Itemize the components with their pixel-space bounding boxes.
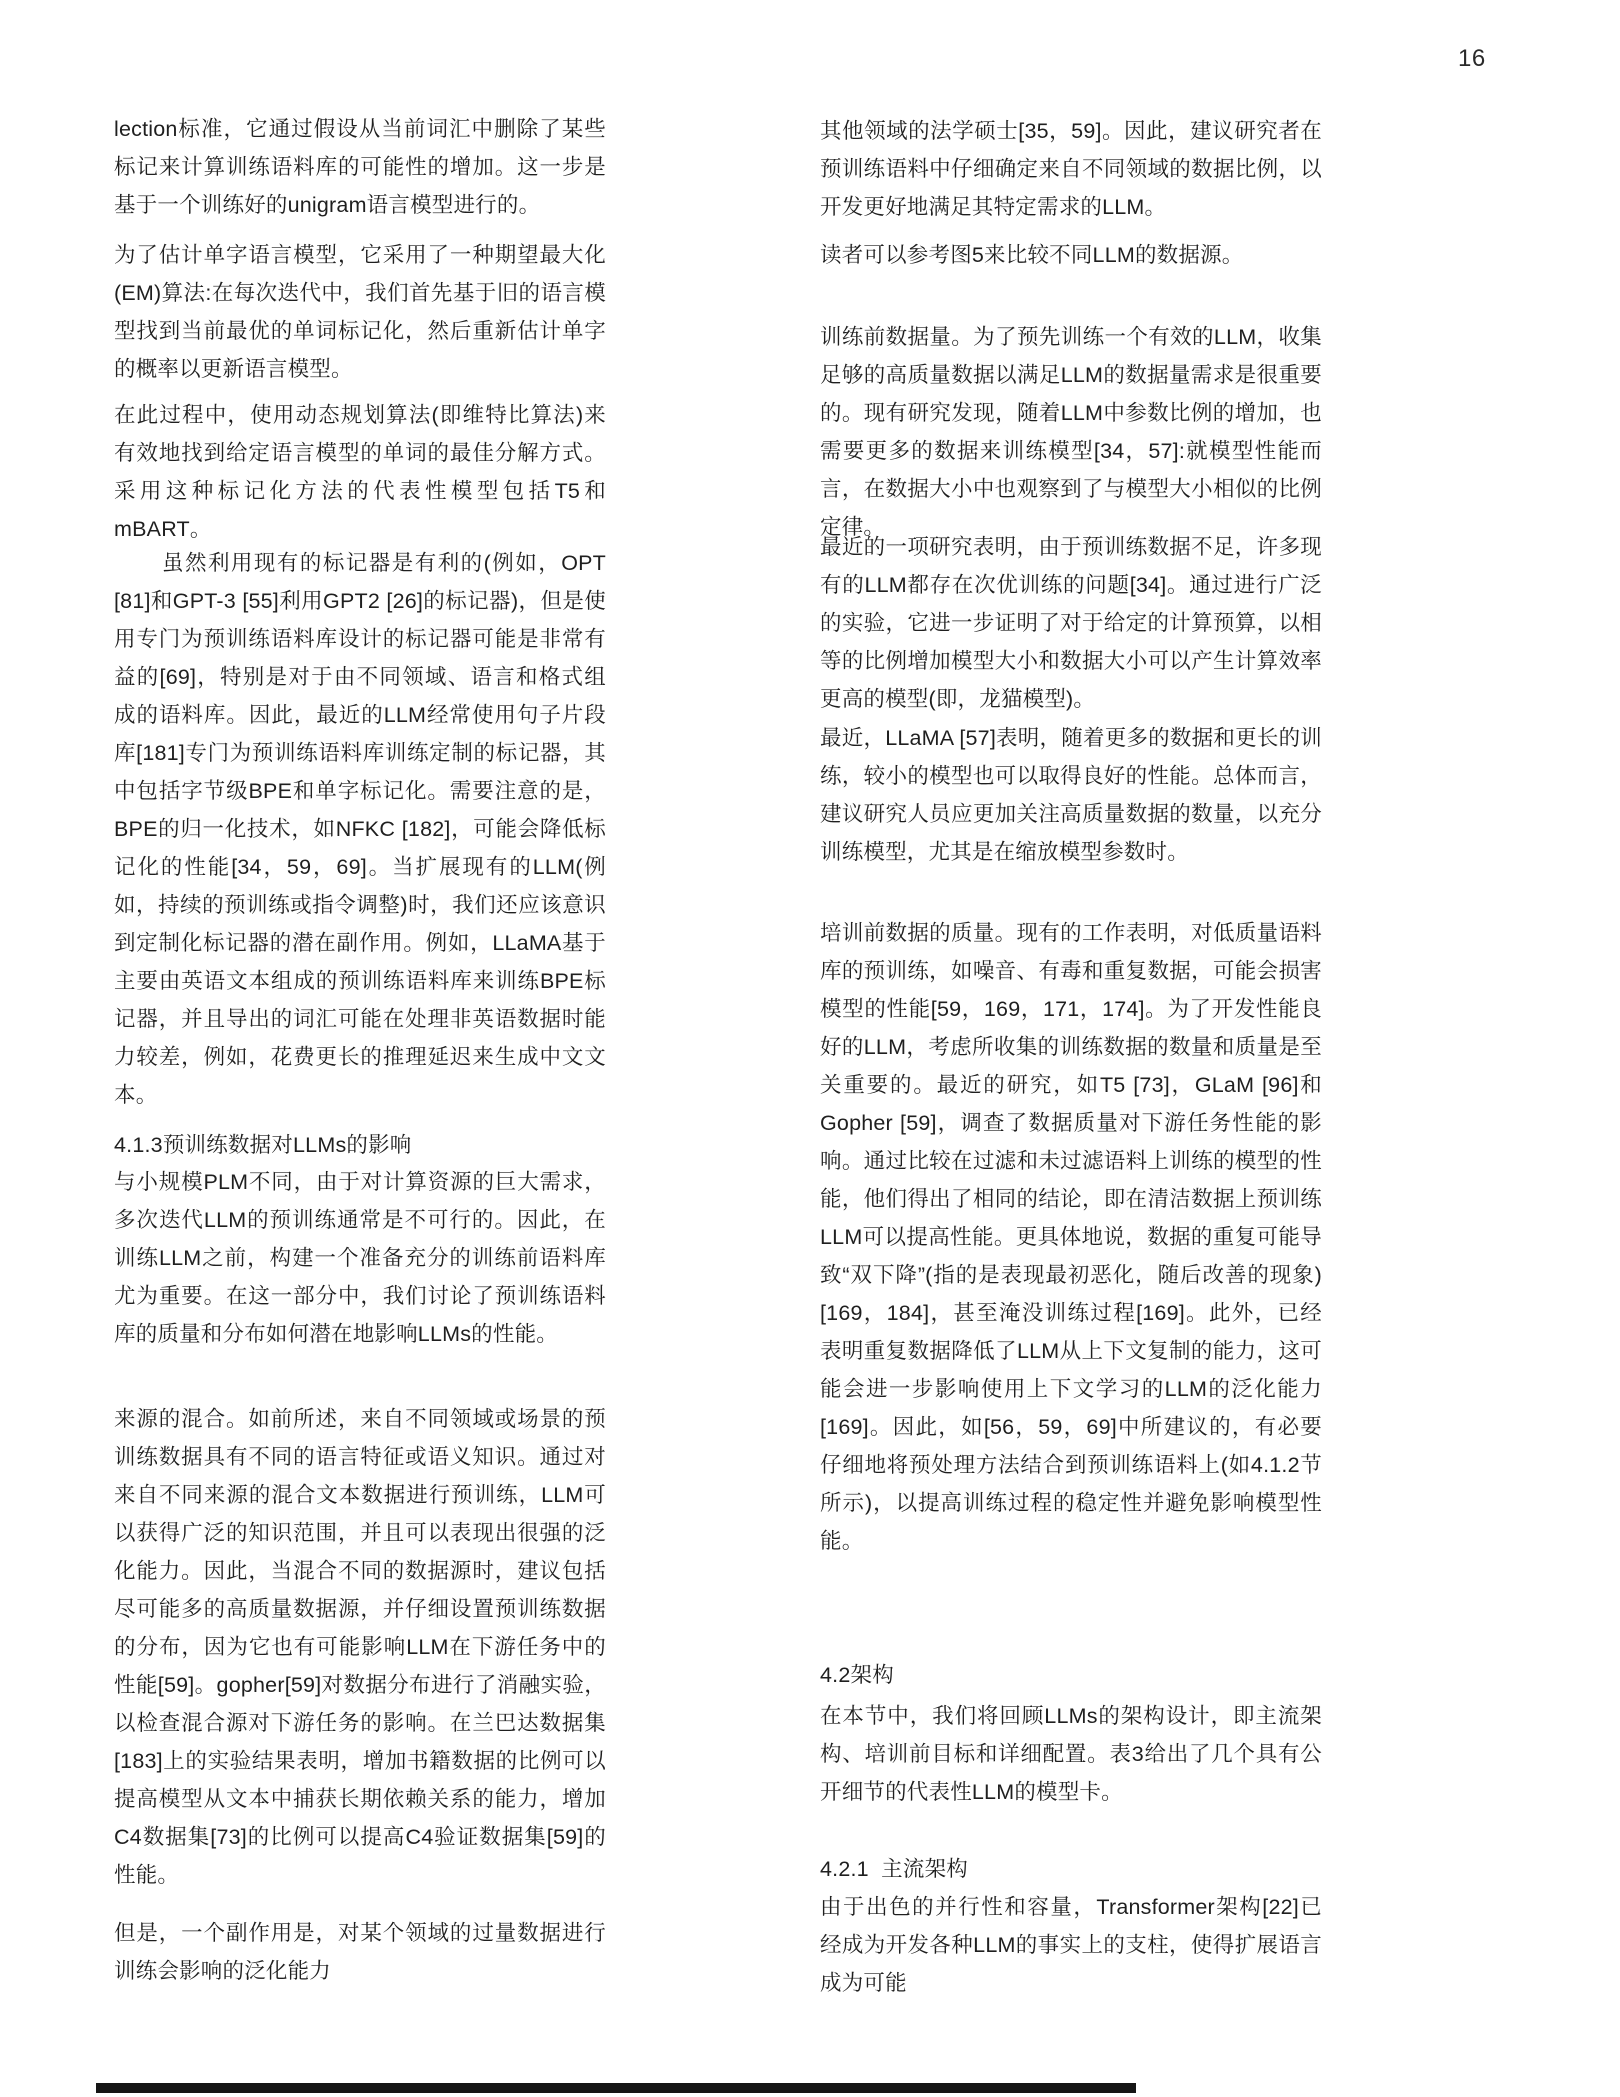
section-heading-4-2-1: 4.2.1 主流架构 [820,1857,968,1881]
paragraph: 训练前数据量。为了预先训练一个有效的LLM，收集足够的高质量数据以满足LLM的数据量需求是很重要的。现有研究发现，随着LLM中参数比例的增加，也需要更多的数据来训练模型[34，57]:就模型性能而言，在数据大小中也观察到了与模型大小相似的比例定律。 [820,325,1322,539]
paragraph: 由于出色的并行性和容量，Transformer架构[22]已经成为开发各种LLM的事实上的支柱，使得扩展语言成为可能 [820,1895,1322,1995]
paragraph: 在本节中，我们将回顾LLMs的架构设计，即主流架构、培训前目标和详细配置。表3给出了几个具有公开细节的代表性LLM的模型卡。 [820,1704,1322,1804]
paragraph: 在此过程中，使用动态规划算法(即维特比算法)来有效地找到给定语言模型的单词的最佳分解方式。采用这种标记化方法的代表性模型包括T5和mBART。 [114,403,606,541]
paragraph: 来源的混合。如前所述，来自不同领域或场景的预训练数据具有不同的语言特征或语义知识。通过对来自不同来源的混合文本数据进行预训练，LLM可以获得广泛的知识范围，并且可以表现出很强的泛化能力。因此，当混合不同的数据源时，建议包括尽可能多的高质量数据源，并仔细设置预训练数据的分布，因为它也有可能影响LLM在下游任务中的性能[59]。gopher[59]对数据分布进行了消融实验，以检查混合源对下游任务的影响。在兰巴达数据集[183]上的实验结果表明，增加书籍数据的比例可以提高模型从文本中捕获长期依赖关系的能力，增加C4数据集[73]的比例可以提高C4验证数据集[59]的性能。 [114,1407,606,1887]
paragraph: 读者可以参考图5来比较不同LLM的数据源。 [820,243,1244,267]
paragraph: 最近的一项研究表明，由于预训练数据不足，许多现有的LLM都存在次优训练的问题[34]。通过进行广泛的实验，它进一步证明了对于给定的计算预算，以相等的比例增加模型大小和数据大小可以产生计算效率更高的模型(即，龙猫模型)。 [820,535,1322,711]
paragraph: 虽然利用现有的标记器是有利的(例如，OPT [81]和GPT-3 [55]利用GPT2 [26]的标记器)，但是使用专门为预训练语料库设计的标记器可能是非常有益的[69]，特别是对于由不同领域、语言和格式组成的语料库。因此，最近的LLM经常使用句子片段库[181]专门为预训练语料库训练定制的标记器，其中包括字节级BPE和单字标记化。需要注意的是，BPE的归一化技术，如NFKC [182]，可能会降低标记化的性能[34，59，69]。当扩展现有的LLM(例如，持续的预训练或指令调整)时，我们还应该意识到定制化标记器的潜在副作用。例如，LLaMA基于主要由英语文本组成的预训练语料库来训练BPE标记器，并且导出的词汇可能在处理非英语数据时能力较差，例如，花费更长的推理延迟来生成中文文本。 [114,551,606,1107]
page-number: 16 [1458,45,1486,72]
paragraph: 培训前数据的质量。现有的工作表明，对低质量语料库的预训练，如噪音、有毒和重复数据，可能会损害模型的性能[59，169，171，174]。为了开发性能良好的LLM，考虑所收集的训练数据的数量和质量是至关重要的。最近的研究，如T5 [73]，GLaM [96]和Gopher [59]，调查了数据质量对下游任务性能的影响。通过比较在过滤和未过滤语料上训练的模型的性能，他们得出了相同的结论，即在清洁数据上预训练LLM可以提高性能。更具体地说，数据的重复可能导致“双下降”(指的是表现最初恶化，随后改善的现象)[169，184]，甚至淹没训练过程[169]。此外，已经表明重复数据降低了LLM从上下文复制的能力，这可能会进一步影响使用上下文学习的LLM的泛化能力[169]。因此，如[56，59，69]中所建议的，有必要仔细地将预处理方法结合到预训练语料上(如4.1.2节所示)，以提高训练过程的稳定性并避免影响模型性能。 [820,921,1322,1553]
paragraph: 为了估计单字语言模型，它采用了一种期望最大化(EM)算法:在每次迭代中，我们首先基于旧的语言模型找到当前最优的单词标记化，然后重新估计单字的概率以更新语言模型。 [114,243,606,381]
paragraph: 与小规模PLM不同，由于对计算资源的巨大需求，多次迭代LLM的预训练通常是不可行的。因此，在训练LLM之前，构建一个准备充分的训练前语料库尤为重要。在这一部分中，我们讨论了预训练语料库的质量和分布如何潜在地影响LLMs的性能。 [114,1170,606,1346]
paragraph: lection标准，它通过假设从当前词汇中删除了某些标记来计算训练语料库的可能性的增加。这一步是基于一个训练好的unigram语言模型进行的。 [114,117,606,217]
section-heading-4-1-3: 4.1.3预训练数据对LLMs的影响 [114,1133,412,1157]
paragraph: 但是，一个副作用是，对某个领域的过量数据进行训练会影响的泛化能力 [114,1921,606,1983]
paragraph: 其他领域的法学硕士[35，59]。因此，建议研究者在预训练语料中仔细确定来自不同领域的数据比例，以开发更好地满足其特定需求的LLM。 [820,119,1322,219]
paragraph: 最近，LLaMA [57]表明，随着更多的数据和更长的训练，较小的模型也可以取得良好的性能。总体而言，建议研究人员应更加关注高质量数据的数量，以充分训练模型，尤其是在缩放模型参数时。 [820,726,1322,864]
bottom-rule [96,2083,1136,2093]
section-heading-4-2: 4.2架构 [820,1663,894,1687]
